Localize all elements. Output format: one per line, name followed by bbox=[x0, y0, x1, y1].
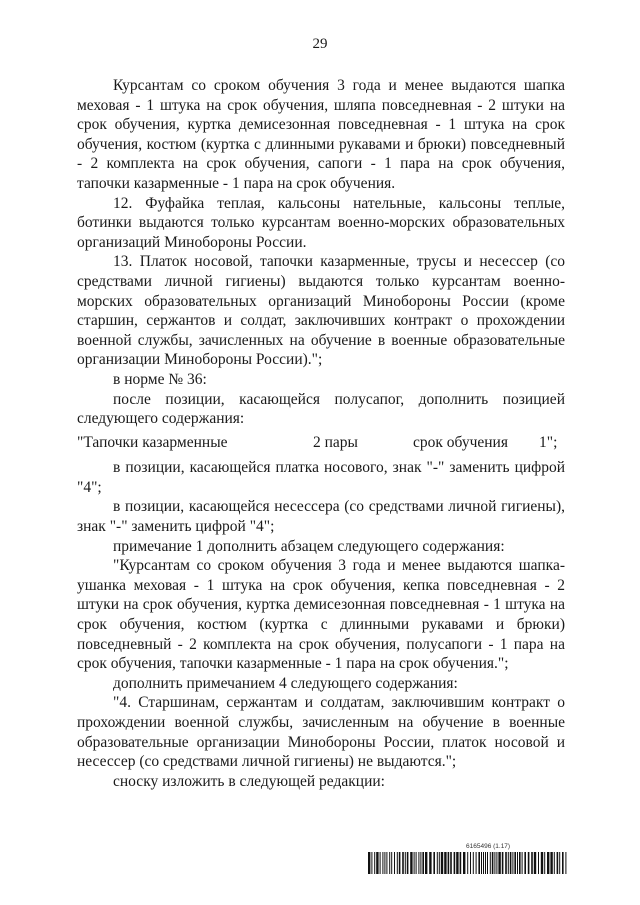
page-number: 29 bbox=[312, 36, 328, 52]
paragraph: 13. Платок носовой, тапочки казарменные, трусы и несессер (со средствами личной гигиены) выдаются только курсантам военно-морских образовательных организаций Минобороны России (кроме старшин, сержантов и солдат, заключивших контракт о прохождении военной службы, зачисленных на обучение в военные образовательные организации Минобороны России)."; bbox=[77, 253, 565, 369]
paragraph: в позиции, касающейся платка носового, знак "-" заменить цифрой "4"; bbox=[77, 459, 565, 496]
item-term: срок обучения bbox=[413, 433, 508, 451]
paragraph: сноску изложить в следующей редакции: bbox=[113, 772, 385, 790]
item-name: "Тапочки казарменные bbox=[77, 433, 228, 451]
barcode bbox=[368, 852, 568, 874]
paragraph: после позиции, касающейся полусапог, дополнить позицией следующего содержания: bbox=[77, 390, 565, 428]
paragraph: в норме № 36: bbox=[113, 370, 207, 388]
paragraph: "Курсантам со сроком обучения 3 года и менее выдаются шапка-ушанка меховая - 1 штука на срок обучения, кепка повседневная - 2 штуки на срок обучения, куртка демисезонная повседневная - 1 штука на срок обучения, костюм (куртка с длинными рукавами и брюки) повседневный - 2 комплекта на срок обучения, полусапоги - 1 пара на срок обучения, тапочки казарменные - 1 пара на срок обучения."; bbox=[77, 557, 565, 673]
paragraph: 12. Фуфайка теплая, кальсоны нательные, кальсоны теплые, ботинки выдаются только курсантам военно-морских образовательных организаций Минобороны России. bbox=[77, 194, 565, 251]
barcode-label: 6165496 (1.17) bbox=[466, 843, 511, 850]
paragraph: Курсантам со сроком обучения 3 года и менее выдаются шапка меховая - 1 штука на срок обучения, шляпа повседневная - 2 штуки на срок обучения, куртка демисезонная повседневная - 1 штука на срок обучения, костюм (куртка с длинными рукавами и брюки) повседневный - 2 комплекта на срок обучения, сапоги - 1 пара на срок обучения, тапочки казарменные - 1 пара на срок обучения. bbox=[77, 77, 565, 192]
item-quantity: 2 пары bbox=[313, 433, 358, 451]
document-body bbox=[77, 76, 565, 791]
paragraph: примечание 1 дополнить абзацем следующего содержания: bbox=[113, 537, 505, 555]
paragraph: дополнить примечанием 4 следующего содержания: bbox=[113, 674, 458, 692]
norm-table-row bbox=[77, 433, 565, 453]
item-note: 1"; bbox=[539, 433, 558, 451]
paragraph: "4. Старшинам, сержантам и солдатам, заключившим контракт о прохождении военной службы, зачисленным на обучение в военные образовательные организации Минобороны России, платок носовой и несессер (со средствами личной гигиены) не выдаются."; bbox=[77, 694, 565, 771]
paragraph: в позиции, касающейся несессера (со средствами личной гигиены), знак "-" заменить цифрой "4"; bbox=[77, 498, 565, 536]
